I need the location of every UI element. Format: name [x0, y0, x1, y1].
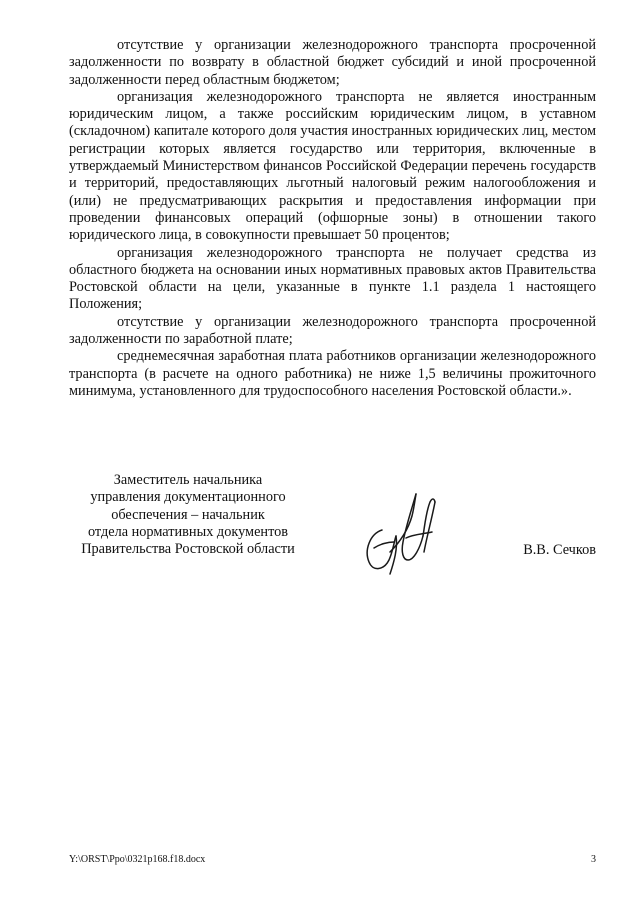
- paragraph-average-salary: среднемесячная заработная плата работников организации железнодорожного транспорта (в расчете на одного работника) не ниже 1,5 величины прожиточного минимума, установленного для трудоспособного населения Ростовской области.».: [69, 348, 596, 399]
- position-line: управления документационного: [90, 489, 286, 506]
- document-body: [69, 37, 596, 400]
- position-line: Правительства Ростовской области: [81, 541, 295, 558]
- paragraph-no-other-budget-funds: организация железнодорожного транспорта не получает средства из областного бюджета на основании иных нормативных правовых актов Правительства Ростовской области на цели, указанные в пункте 1.1 раздела 1 настоящего Положения;: [69, 244, 596, 313]
- position-line: Заместитель начальника: [113, 472, 263, 488]
- page-number: 3: [591, 854, 596, 865]
- footer-file-path: Y:\ORST\Ppo\0321p168.f18.docx: [69, 854, 206, 865]
- position-line: обеспечения – начальник: [111, 506, 265, 523]
- paragraph-foreign-entity-condition: организация железнодорожного транспорта не является иностранным юридическим лицом, а также российским юридическим лицом, в уставном (складочном) капитале которого доля участия иностранных юридических лиц, местом регистрации которых является государство или территория, включенные в утверждаемый Министерством финансов Российской Федерации перечень государств и территорий, предоставляющих льготный налоговый режим налогообложения и (или) не предусматривающих раскрытия и предоставления информации при проведении финансовых операций (офшорные зоны) в отношении такого юридического лица, в совокупности превышает 50 процентов;: [69, 88, 596, 244]
- signatory-position: [60, 472, 316, 558]
- paragraph-no-wage-arrears: отсутствие у организации железнодорожного транспорта просроченной задолженности по заработной плате;: [69, 313, 596, 348]
- position-line: отдела нормативных документов: [87, 523, 289, 540]
- signer-name: В.В. Сечков: [523, 542, 596, 558]
- paragraph-overdue-budget-debt: отсутствие у организации железнодорожного транспорта просроченной задолженности по возврату в областной бюджет субсидий и иной просроченной задолженности перед областным бюджетом;: [69, 37, 596, 88]
- handwritten-signature: [360, 490, 440, 578]
